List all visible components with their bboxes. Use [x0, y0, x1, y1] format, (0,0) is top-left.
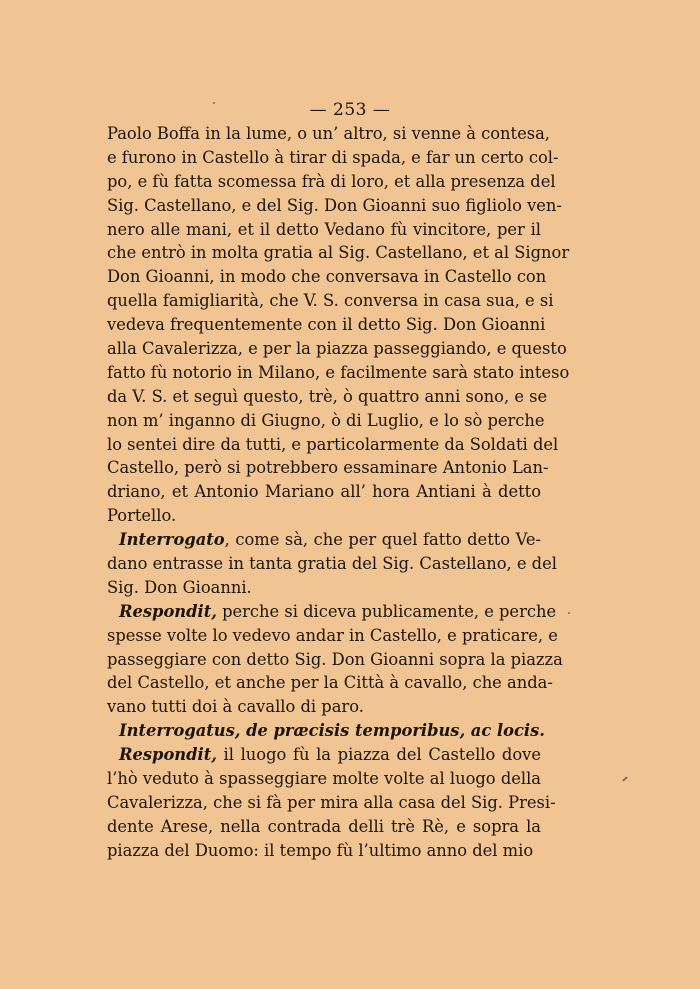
- text-line: [107, 600, 557, 624]
- text-segment: dano entrasse in tanta gratia del Sig. Castellano, e del: [107, 554, 557, 574]
- text-line: [107, 265, 547, 289]
- text-line: [107, 456, 549, 480]
- text-segment: , come sà, che per quel fatto detto Ve-: [224, 530, 541, 550]
- text-segment: po, e fù fatta scomessa frà di loro, et alla presenza del: [107, 171, 556, 191]
- text-line: [107, 719, 545, 743]
- text-segment: Sig. Don Gioanni.: [107, 577, 252, 597]
- text-line: [107, 337, 567, 361]
- text-segment: Paolo Boffa in la lume, o un’ altro, si venne à contesa,: [107, 124, 550, 143]
- text-segment: vano tutti doi à cavallo di paro.: [107, 697, 364, 717]
- paper-speck: [213, 102, 215, 104]
- text-line: [107, 194, 562, 218]
- italic-text-segment: Respondit,: [119, 745, 217, 765]
- italic-text-segment: Respondit,: [119, 601, 217, 621]
- text-line: [107, 385, 548, 409]
- text-line: [107, 552, 557, 576]
- body-text: [107, 122, 570, 863]
- text-segment: lo sentei dire da tutti, e particolarmente da Soldati del: [107, 434, 559, 454]
- text-line: [107, 648, 563, 672]
- text-segment: driano, et Antonio Mariano all’ hora Antiani à detto: [107, 482, 541, 502]
- paper-speck: [622, 776, 628, 781]
- text-line: [107, 409, 545, 433]
- text-segment: e furono in Castello à tirar di spada, e far un certo col-: [107, 147, 559, 167]
- text-line: [107, 624, 558, 648]
- text-segment: che entrò in molta gratia al Sig. Castellano, et al Signor: [107, 243, 570, 263]
- text-line: [107, 170, 556, 194]
- text-segment: Don Gioanni, in modo che conversava in Castello con: [107, 267, 547, 287]
- text-line: [107, 146, 559, 170]
- page-number: — 253 —: [309, 100, 391, 120]
- text-line: [107, 122, 550, 146]
- text-segment: quella famigliarità, che V. S. conversa in casa sua, e si: [107, 291, 554, 311]
- text-line: [107, 815, 541, 839]
- text-segment: spesse volte lo vedevo andar in Castello, e praticare, e: [107, 625, 558, 645]
- text-line: [107, 767, 541, 791]
- text-line: [107, 528, 541, 552]
- text-segment: perche si diceva publicamente, e perche: [216, 601, 557, 621]
- text-line: [107, 695, 541, 719]
- text-line: [107, 218, 541, 242]
- text-line: [107, 361, 570, 385]
- text-segment: dente Arese, nella contrada delli trè Rè, e sopra la: [107, 816, 541, 836]
- text-segment: passeggiare con detto Sig. Don Gioanni sopra la piazza: [107, 649, 563, 669]
- text-line: [107, 504, 541, 528]
- text-segment: il luogo fù la piazza del Castello dove: [216, 745, 541, 765]
- text-line: [107, 743, 541, 767]
- text-segment: non m’ inganno di Giugno, ò di Luglio, e lo sò perche: [107, 410, 545, 430]
- text-segment: Cavalerizza, che si fà per mira alla casa del Sig. Presi-: [107, 792, 556, 812]
- italic-text-segment: Interrogato: [119, 530, 225, 550]
- text-line: [107, 576, 541, 600]
- text-segment: Sig. Castellano, e del Sig. Don Gioanni suo figliolo ven-: [107, 195, 562, 215]
- text-segment: da V. S. et seguì questo, trè, ò quattro anni sono, e se: [107, 386, 548, 406]
- text-line: [107, 313, 546, 337]
- text-segment: del Castello, et anche per la Città à cavallo, che anda-: [107, 673, 553, 693]
- text-segment: piazza del Duomo: il tempo fù l’ultimo anno del mio: [107, 840, 534, 860]
- text-segment: Castello, però si potrebbero essaminare Antonio Lan-: [107, 458, 549, 478]
- text-segment: fatto fù notorio in Milano, e facilmente sarà stato inteso: [107, 362, 570, 382]
- text-line: [107, 433, 559, 457]
- text-line: [107, 791, 556, 815]
- text-line: [107, 839, 541, 863]
- text-segment: nero alle mani, et il detto Vedano fù vincitore, per il: [107, 219, 541, 239]
- text-segment: l’hò veduto à spasseggiare molte volte al luogo della: [107, 769, 541, 789]
- text-line: [107, 241, 570, 265]
- text-segment: alla Cavalerizza, e per la piazza passeggiando, e questo: [107, 339, 567, 359]
- paper-speck: [568, 612, 570, 614]
- text-line: [107, 480, 541, 504]
- text-segment: vedeva frequentemente con il detto Sig. Don Gioanni: [107, 315, 546, 335]
- italic-text-segment: Interrogatus, de præcisis temporibus, ac locis.: [119, 721, 545, 741]
- text-segment: Portello.: [107, 506, 177, 526]
- text-line: [107, 289, 554, 313]
- text-line: [107, 671, 553, 695]
